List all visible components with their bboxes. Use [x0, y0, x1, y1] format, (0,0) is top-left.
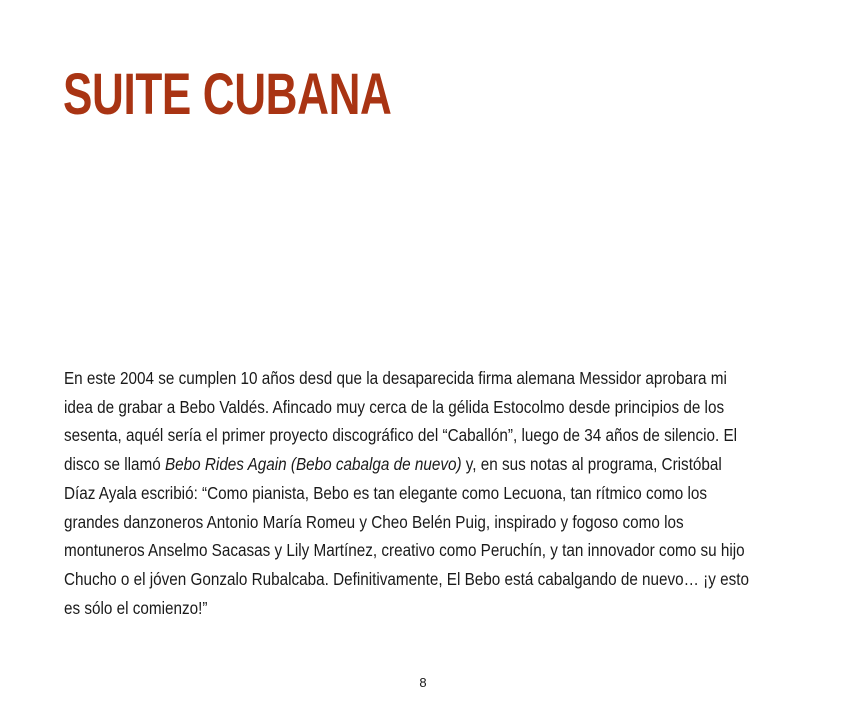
paragraph-line-4-end: y, en sus notas al programa, Cristóbal [461, 454, 722, 475]
body-paragraph [64, 364, 784, 622]
paragraph-line-4 [64, 450, 784, 479]
paragraph-line-9: es sólo el comienzo!” [64, 597, 208, 618]
paragraph-line-3: sesenta, aquél sería el primer proyecto discográfico del “Caballón”, luego de 34 años de silencio. El [64, 425, 738, 446]
paragraph-line-1: En este 2004 se cumplen 10 años desd que la desaparecida firma alemana Messidor aprobara mi [64, 368, 727, 388]
paragraph-line-5: Díaz Ayala escribió: “Como pianista, Bebo es tan elegante como Lecuona, tan rítmico como los [64, 482, 708, 503]
album-title: Bebo Rides Again (Bebo cabalga de nuevo) [164, 454, 462, 475]
paragraph-line-4-start: disco se llamó [64, 454, 165, 475]
page-number: 8 [419, 675, 427, 690]
paragraph-line-8: Chucho o el jóven Gonzalo Rubalcaba. Definitivamente, El Bebo está cabalgando de nuevo… ¡y esto [64, 568, 749, 589]
page-title: SUITE CUBANA [63, 62, 392, 127]
paragraph-line-2: idea de grabar a Bebo Valdés. Afincado muy cerca de la gélida Estocolmo desde principios de los [64, 396, 725, 417]
paragraph-line-6: grandes danzoneros Antonio María Romeu y Cheo Belén Puig, inspirado y fogoso como los [64, 511, 684, 532]
paragraph-line-7: montuneros Anselmo Sacasas y Lily Martínez, creativo como Peruchín, y tan innovador como su hijo [64, 540, 745, 561]
